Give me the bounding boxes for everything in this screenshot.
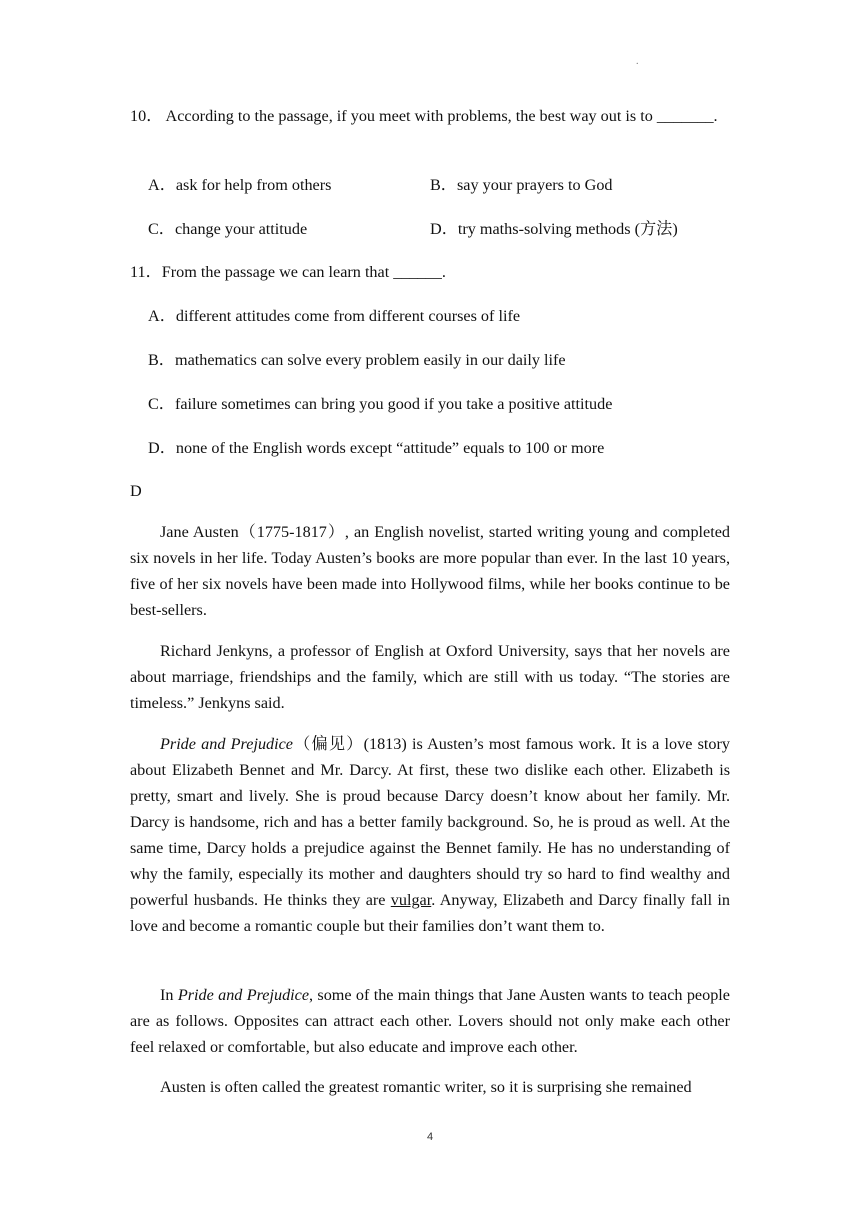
passage-p2-text: Richard Jenkyns, a professor of English at Oxford University, says that her novels are about marriage, friendships and the family, which are still with us today. “The stories are timeless.” Jenkyns said. bbox=[130, 642, 730, 712]
q10-option-b: B．say your prayers to God bbox=[430, 176, 613, 194]
passage-paragraph-2 bbox=[130, 638, 730, 716]
question-10-stem: 10． According to the passage, if you meet with problems, the best way out is to _______. bbox=[130, 107, 718, 125]
passage-p4-pre: In bbox=[160, 986, 178, 1004]
book-title: Pride and Prejudice bbox=[160, 735, 293, 753]
q11-option-d: D．none of the English words except “attitude” equals to 100 or more bbox=[148, 439, 605, 457]
passage-p4-post: , some of the main things that Jane Austen wants to teach people are as follows. Opposites can attract each other. Lovers should not only make each other feel relaxed or comfortable, but also educate and improve each other. bbox=[130, 986, 730, 1056]
passage-p5-text: Austen is often called the greatest romantic writer, so it is surprising she remained bbox=[160, 1078, 692, 1096]
book-title-2: Pride and Prejudice bbox=[177, 986, 310, 1004]
q10-option-d: D．try maths-solving methods (方法) bbox=[430, 220, 678, 238]
underlined-word: vulgar bbox=[390, 891, 432, 909]
q11-option-a: A．different attitudes come from different courses of life bbox=[148, 307, 521, 325]
passage-paragraph-4 bbox=[130, 982, 730, 1060]
q11-option-b: B．mathematics can solve every problem easily in our daily life bbox=[148, 351, 566, 369]
passage-paragraph-1 bbox=[130, 519, 730, 623]
q11-option-c: C．failure sometimes can bring you good if you take a positive attitude bbox=[148, 395, 613, 413]
passage-p3-text-b: . Anyway, Elizabeth and Darcy finally fall in love and become a romantic couple but their families don’t want them to. bbox=[130, 891, 730, 935]
header-mark: . bbox=[636, 56, 639, 67]
q10-option-a: A．ask for help from others bbox=[148, 176, 332, 194]
passage-paragraph-3 bbox=[130, 731, 730, 939]
passage-p3-text-a: （偏见）(1813) is Austen’s most famous work. It is a love story about Elizabeth Bennet and Mr. Darcy. At first, these two dislike each other. Elizabeth is pretty, smart and lively. She is proud because Darcy doesn’t know about her family. Mr. Darcy is handsome, rich and has a better family background. So, he is proud as well. At the same time, Darcy holds a prejudice against the Bennet family. He has no understanding of why the family, especially its mother and daughters should try so hard to find wealthy and powerful husbands. He thinks they are bbox=[130, 735, 730, 909]
question-11-stem: 11．From the passage we can learn that ______. bbox=[130, 263, 446, 281]
passage-p1-text: Jane Austen（1775-1817）, an English novelist, started writing young and completed six novels in her life. Today Austen’s books are more popular than ever. In the last 10 years, five of her six novels have been made into Hollywood films, while her books continue to be best-sellers. bbox=[130, 523, 730, 619]
passage-paragraph-5 bbox=[130, 1074, 730, 1100]
page-number: 4 bbox=[426, 1131, 434, 1143]
section-label: D bbox=[130, 482, 142, 500]
q10-option-c: C．change your attitude bbox=[148, 220, 308, 238]
